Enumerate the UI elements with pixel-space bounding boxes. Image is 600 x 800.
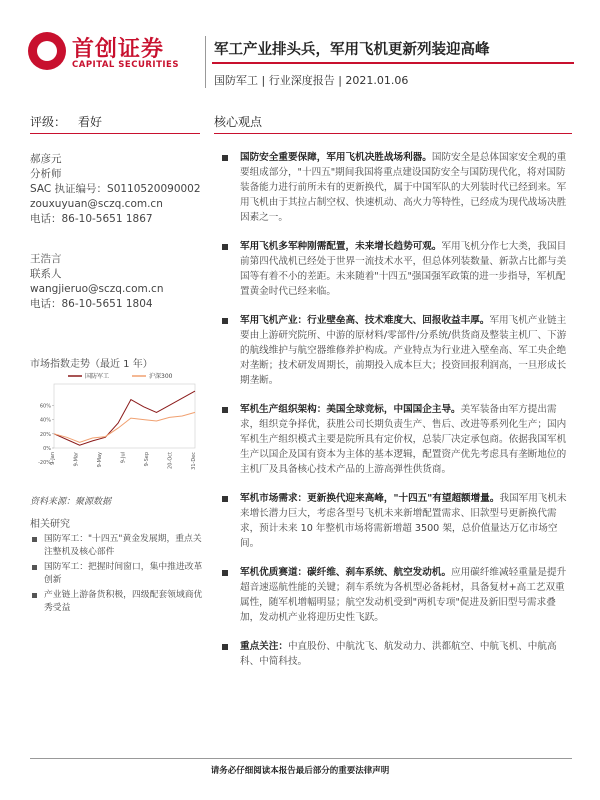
contact-email: wangjieruo@sczq.com.cn [30,283,164,295]
core-view-lead: 军用飞机多军种刚需配置，未来增长趋势可观。 [240,241,442,252]
header-divider [205,36,206,88]
analyst-email: zouxuyuan@sczq.com.cn [30,198,163,210]
analyst-name: 郝彦元 [30,153,62,165]
core-view-item [222,313,572,388]
plot-frame [54,384,195,448]
core-view-text: 中直股份、中航沈飞、航发动力、洪都航空、中航飞机、中航高科、中简科技。 [240,641,557,667]
y-tick-label: 40% [39,417,51,424]
square-bullet-icon [222,496,228,502]
contact-name: 王浩言 [30,253,62,265]
report-title: 军工产业排头兵，军用飞机更新列装迎高峰 [214,42,490,58]
y-tick-label: 0% [43,446,51,452]
rating [30,113,102,130]
x-tick-label: 9-Sep [144,452,150,467]
analyst-block-1 [30,152,201,227]
related-item[interactable]: 国防军工：把握时间窗口，集中推进改革创新 [30,561,210,587]
square-bullet-icon [222,570,228,576]
rating-value: 看好 [78,115,103,129]
related-research-title: 相关研究 [30,519,70,530]
core-view-text: 我国军用飞机未来增长潜力巨大，考虑各型号飞机未来新增配置需求、旧款型号更新换代需求，预计未来 10 年整机市场将需新增超 3500 架，总价值量达万亿市场空间。 [240,493,567,549]
related-item[interactable]: 国防军工："十四五"黄金发展期，重点关注整机及核心部件 [30,533,210,559]
x-tick-label: 9-Mar [73,452,80,467]
core-view-item [222,402,572,477]
x-tick-label: 9-Jan [50,452,56,465]
core-view-lead: 重点关注： [240,641,288,652]
core-view-lead: 军用飞机产业：行业壁垒高、技术难度大、回报收益丰厚。 [240,315,490,326]
legal-notice-footer: 请务必仔细阅读本报告最后部分的重要法律声明 [210,766,390,776]
rating-label: 评级： [30,115,67,129]
y-tick-label: -20% [38,460,51,467]
square-bullet-icon [222,318,228,324]
x-tick-label: 9-Jul [120,452,127,464]
contact-phone: 电话：86-10-5651 1804 [30,298,153,310]
title-underline [212,62,574,64]
chart-title: 市场指数走势（最近 1 年） [30,359,153,370]
legend-label: 沪深300 [149,373,173,380]
x-tick-label: 9-May [97,452,103,468]
core-view-item [222,565,572,625]
core-view-text: 军用飞机分作七大类，我国目前第四代战机已经处于世界一流技术水平，但总体列装数量、新款占比都与美国等有着不小的差距。未来随着"十四五"强国强军政策的进一步指导，军机配置黄金时代已经来临。 [240,241,567,297]
contact-role: 联系人 [30,268,62,280]
related-item[interactable]: 产业链上游备货积极，四级配套领域商优秀受益 [30,589,210,615]
y-tick-label: 20% [39,431,51,438]
square-bullet-icon [222,407,228,413]
core-view-text: 应用碳纤维减轻重量是提升超音速巡航性能的关键；刹车系统为各机型必备耗材，具备复材+高工艺双重属性，随军机增幅明显；航空发动机受到"两机专项"促进及新旧型号需求叠加，发动机产业将迎历史性飞跃。 [240,567,567,623]
logo-name-en: CAPITAL SECURITIES [72,60,179,70]
core-view-item [222,150,572,225]
core-view-item [222,639,572,669]
square-bullet-icon [222,155,228,161]
square-bullet-icon [32,565,37,570]
core-view-text: 美军装备由军方提出需求，组织竞争择优，获胜公司长期负责生产、售后、改进等系列化生产；国内军机生产组织模式主要是院所具有定价权，总装厂决定承包商。依据我国军机生产以国企及国有资本为主体的基本逻辑，配置资产优先考虑具有垄断地位的主机厂及具备核心技术产品的上游高弹性供货商。 [240,404,567,475]
footer-rule [30,758,572,759]
core-view-item [222,239,572,299]
core-view-lead: 军机优质赛道：碳纤维、刹车系统、航空发动机。 [240,567,452,578]
core-view-lead: 军机市场需求：更新换代迎来高峰，"十四五"有望超额增量。 [240,493,500,504]
square-bullet-icon [222,644,228,650]
report-subhead: 国防军工 | 行业深度报告 | 2021.01.06 [214,74,409,87]
square-bullet-icon [222,244,228,250]
left-section-rule [30,133,200,134]
company-logo [28,30,198,82]
core-view-text: 国防安全是总体国家安全观的重要组成部分，"十四五"期间我国将重点建设国防安全与国防现代化，将对国防装备能力进行前所未有的更新换代，属于中国军队的大列装时代已经到来。军用飞机由于其拉占制空权、快速机动、高火力等特性，已经成为现代战场决胜因素之一。 [240,152,567,223]
series-line-hs300 [54,412,195,442]
analyst-sac: SAC 执证编号：S0110520090002 [30,183,201,195]
analyst-phone: 电话：86-10-5651 1867 [30,213,153,225]
x-tick-label: 31-Dec [191,452,197,470]
y-tick-label: 60% [39,403,51,410]
logo-mark-icon [28,32,66,70]
analyst-block-2 [30,252,163,312]
series-line-defense [54,391,195,445]
right-section-rule [214,133,572,134]
x-tick-label: 20-Oct [167,452,174,469]
analyst-role: 分析师 [30,168,62,180]
square-bullet-icon [32,593,37,598]
core-view-text: 军用飞机产业链主要由上游研究院所、中游的原材料/零部件/分系统/供货商及整装主机厂、下游的航线维护与航空器维修养护构成。产业特点为行业进入壁垒高、军工央企绝对垄断；技术研发周期长，前期投入成本巨大；投资回报利润高，一旦形成长期垄断。 [240,315,567,386]
legend-label: 国防军工 [85,373,110,380]
market-index-chart [30,368,200,478]
core-view-heading: 核心观点 [214,115,263,129]
core-view-list [222,150,572,669]
chart-source: 资料来源：聚源数据 [30,497,112,507]
core-view-lead: 军机生产组织架构：美国全球竞标，中国国企主导。 [240,404,461,415]
core-view-item [222,491,572,551]
core-view-lead: 国防安全重要保障，军用飞机决胜战场利器。 [240,152,432,163]
related-research-list [30,533,210,617]
square-bullet-icon [32,537,37,542]
logo-name-cn: 首创证券 [72,37,165,62]
